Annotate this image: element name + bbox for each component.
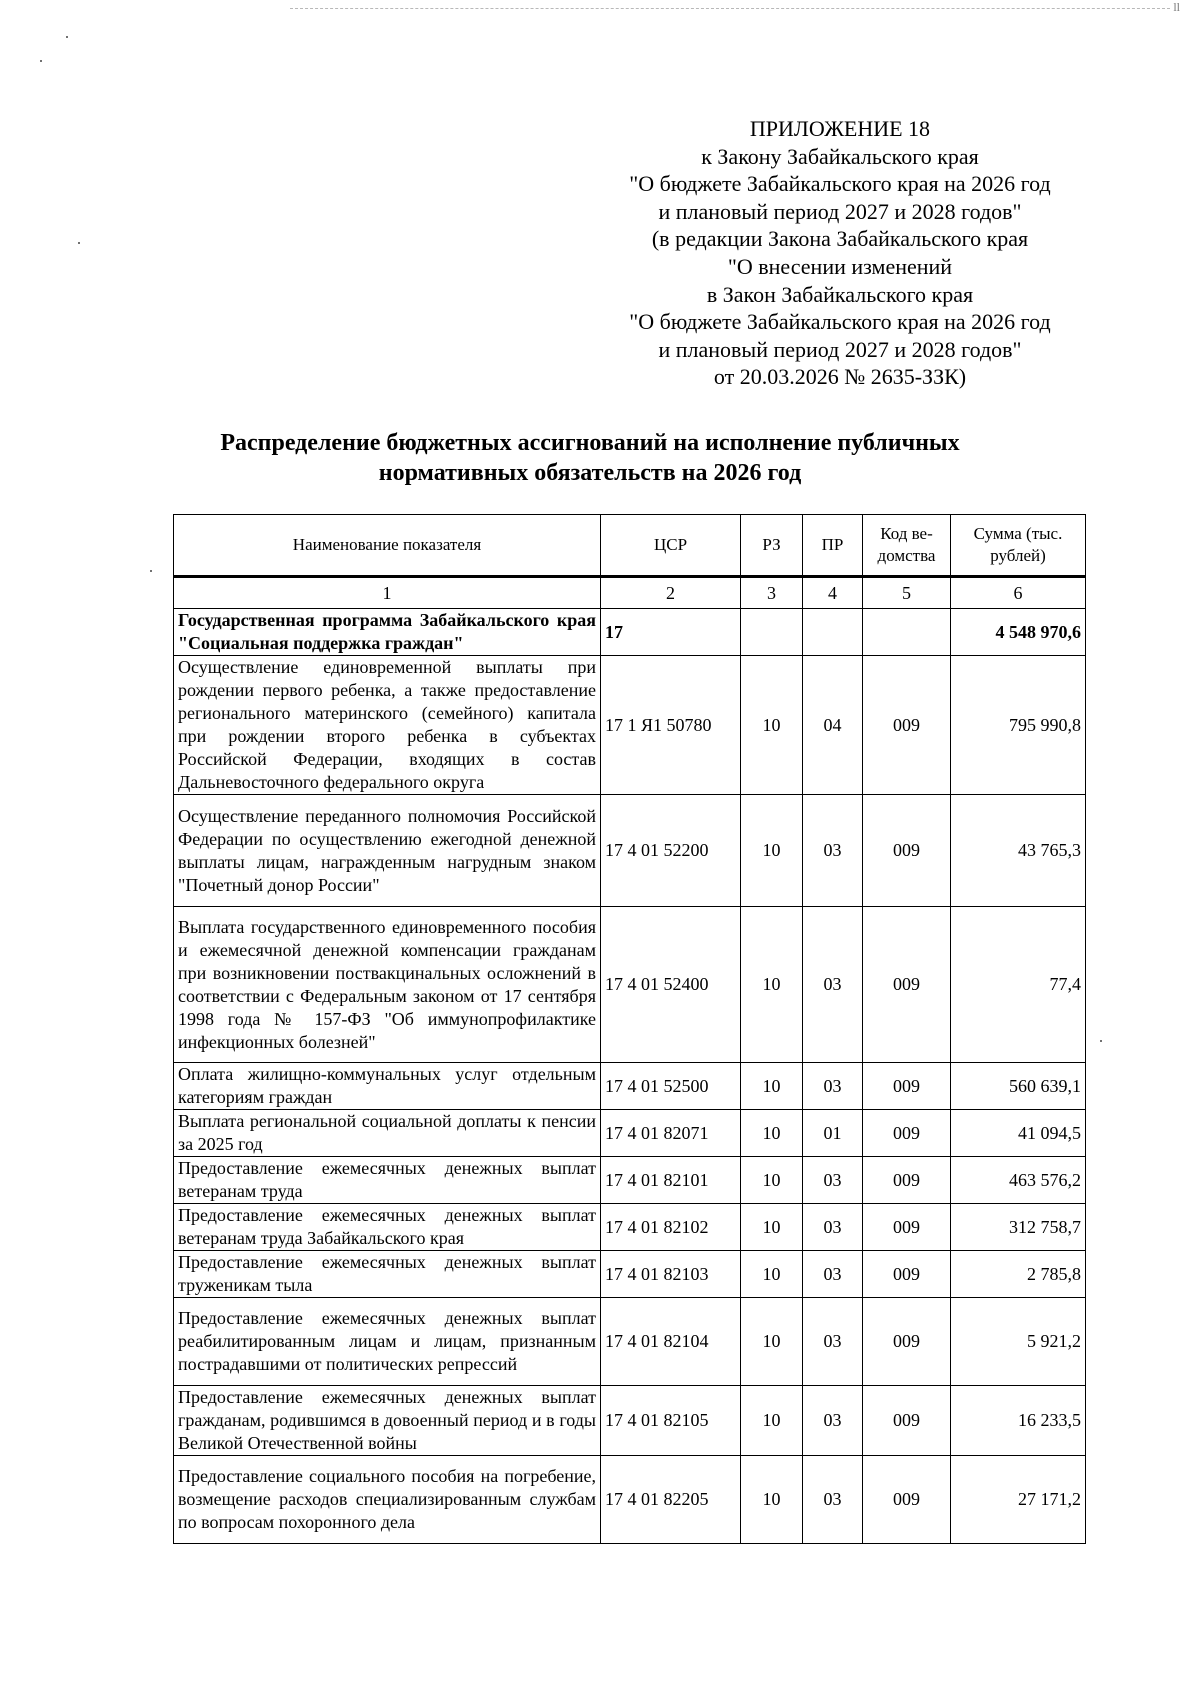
row-csr-cell: 17 4 01 82205 [601,1456,741,1544]
row-sum-cell: 16 233,5 [951,1386,1086,1456]
row-name-cell: Предоставление ежемесячных денежных выплат реабилитированным лицам и лицам, признанным пострадавшими от политических репрессий [174,1298,601,1386]
row-name-cell: Предоставление ежемесячных денежных выплат гражданам, родившимся в довоенный период и в годы Великой Отечественной войны [174,1386,601,1456]
row-rz-cell: 10 [741,1456,803,1544]
row-kod-cell: 009 [863,1157,951,1204]
appendix-line: "О бюджете Забайкальского края на 2026 год [629,171,1051,197]
appendix-line: и плановый период 2027 и 2028 годов" [658,198,1022,224]
document-title [150,428,1030,488]
row-pr-cell: 01 [803,1110,863,1157]
row-pr-cell: 03 [803,1456,863,1544]
row-kod-cell [863,609,951,656]
row-rz-cell: 10 [741,1157,803,1204]
row-rz-cell: 10 [741,907,803,1063]
row-sum-cell: 77,4 [951,907,1086,1063]
row-sum-cell: 4 548 970,6 [951,609,1086,656]
scan-corner-mark: ll [1173,0,1180,14]
column-number: 3 [741,577,803,609]
row-sum-cell: 560 639,1 [951,1063,1086,1110]
column-number-row [174,577,1086,609]
row-name-cell: Оплата жилищно-коммунальных услуг отдельным категориям граждан [174,1063,601,1110]
row-kod-cell: 009 [863,1063,951,1110]
header-rz: РЗ [741,515,803,577]
scan-artifact-line [290,8,1170,9]
row-kod-cell: 009 [863,1386,951,1456]
row-sum-cell: 43 765,3 [951,795,1086,907]
row-rz-cell: 10 [741,656,803,795]
scan-speck [150,570,152,572]
appendix-line: "О внесении изменений [727,253,953,279]
row-csr-cell: 17 4 01 82071 [601,1110,741,1157]
row-kod-cell: 009 [863,1110,951,1157]
row-sum-cell: 795 990,8 [951,656,1086,795]
row-pr-cell: 04 [803,656,863,795]
row-rz-cell: 10 [741,795,803,907]
row-pr-cell: 03 [803,907,863,1063]
document-title-line2: нормативных обязательств на 2026 год [378,460,802,486]
table-row [174,656,1086,795]
row-pr-cell: 03 [803,1298,863,1386]
table-row [174,795,1086,907]
table-row [174,1157,1086,1204]
header-csr: ЦСР [601,515,741,577]
row-name-cell: Предоставление ежемесячных денежных выплат ветеранам труда Забайкальского края [174,1204,601,1251]
appendix-line: ПРИЛОЖЕНИЕ 18 [749,116,931,141]
table-row [174,1204,1086,1251]
row-sum-cell: 5 921,2 [951,1298,1086,1386]
column-number: 2 [601,577,741,609]
row-csr-cell: 17 4 01 82102 [601,1204,741,1251]
scan-speck [40,60,42,62]
table-header [174,515,1086,577]
row-rz-cell: 10 [741,1251,803,1298]
header-kod: Код ве-домства [863,515,951,577]
row-rz-cell: 10 [741,1386,803,1456]
scan-speck [66,36,68,38]
budget-table [173,514,1086,1544]
table-row [174,1386,1086,1456]
row-pr-cell: 03 [803,1386,863,1456]
row-kod-cell: 009 [863,1298,951,1386]
row-name-cell: Предоставление ежемесячных денежных выплат труженикам тыла [174,1251,601,1298]
row-name-cell: Государственная программа Забайкальского края "Социальная поддержка граждан" [174,609,601,656]
row-pr-cell: 03 [803,1251,863,1298]
header-sum: Сумма (тыс. рублей) [951,515,1086,577]
row-csr-cell: 17 4 01 52500 [601,1063,741,1110]
scan-speck [1100,1040,1102,1042]
table-row [174,1251,1086,1298]
header-pr: ПР [803,515,863,577]
row-rz-cell [741,609,803,656]
row-kod-cell: 009 [863,907,951,1063]
row-csr-cell: 17 4 01 82103 [601,1251,741,1298]
document-title-line1: Распределение бюджетных ассигнований на исполнение публичных [220,430,960,456]
table-row [174,907,1086,1063]
column-number: 4 [803,577,863,609]
row-rz-cell: 10 [741,1298,803,1386]
row-kod-cell: 009 [863,1251,951,1298]
row-sum-cell: 27 171,2 [951,1456,1086,1544]
row-name-cell: Выплата региональной социальной доплаты к пенсии за 2025 год [174,1110,601,1157]
appendix-line: к Закону Забайкальского края [701,143,979,169]
row-pr-cell: 03 [803,795,863,907]
row-name-cell: Осуществление переданного полномочия Российской Федерации по осуществлению ежегодной денежной выплаты лицам, награжденным нагрудным знаком "Почетный донор России" [174,795,601,907]
appendix-line: от 20.03.2026 № 2635-ЗЗК) [713,364,967,390]
row-pr-cell [803,609,863,656]
row-kod-cell: 009 [863,795,951,907]
header-name: Наименование показателя [174,515,601,577]
row-pr-cell: 03 [803,1204,863,1251]
row-rz-cell: 10 [741,1204,803,1251]
row-csr-cell: 17 1 Я1 50780 [601,656,741,795]
appendix-line: "О бюджете Забайкальского края на 2026 год [629,309,1051,335]
table-row [174,1110,1086,1157]
row-kod-cell: 009 [863,656,951,795]
row-csr-cell: 17 4 01 82105 [601,1386,741,1456]
row-sum-cell: 2 785,8 [951,1251,1086,1298]
row-sum-cell: 41 094,5 [951,1110,1086,1157]
row-csr-cell: 17 4 01 52400 [601,907,741,1063]
row-name-cell: Предоставление ежемесячных денежных выплат ветеранам труда [174,1157,601,1204]
table-row [174,1456,1086,1544]
row-csr-cell: 17 [601,609,741,656]
row-name-cell: Выплата государственного единовременного пособия и ежемесячной денежной компенсации гражданам при возникновении поствакцинальных осложнений в соответствии с Федеральным законом от 17 сентября 1998 года № 157-ФЗ "Об иммунопрофилактике инфекционных болезней" [174,907,601,1063]
table-body [174,577,1086,1544]
row-kod-cell: 009 [863,1204,951,1251]
row-rz-cell: 10 [741,1063,803,1110]
row-sum-cell: 312 758,7 [951,1204,1086,1251]
row-pr-cell: 03 [803,1063,863,1110]
appendix-line: (в редакции Закона Забайкальского края [651,226,1029,252]
appendix-line: и плановый период 2027 и 2028 годов" [658,336,1022,362]
row-rz-cell: 10 [741,1110,803,1157]
row-csr-cell: 17 4 01 82104 [601,1298,741,1386]
column-number: 1 [174,577,601,609]
column-number: 5 [863,577,951,609]
appendix-header [590,115,1090,391]
row-csr-cell: 17 4 01 52200 [601,795,741,907]
table-row [174,609,1086,656]
row-pr-cell: 03 [803,1157,863,1204]
table-row [174,1298,1086,1386]
column-number: 6 [951,577,1086,609]
appendix-line: в Закон Забайкальского края [706,281,974,307]
scan-speck [78,242,80,244]
row-name-cell: Осуществление единовременной выплаты при рождении первого ребенка, а также предоставление регионального материнского (семейного) капитала при рождении второго ребенка в субъектах Российской Федерации, входящих в состав Дальневосточного федерального округа [174,656,601,795]
table-row [174,1063,1086,1110]
row-csr-cell: 17 4 01 82101 [601,1157,741,1204]
row-kod-cell: 009 [863,1456,951,1544]
row-sum-cell: 463 576,2 [951,1157,1086,1204]
row-name-cell: Предоставление социального пособия на погребение, возмещение расходов специализированным службам по вопросам похоронного дела [174,1456,601,1544]
